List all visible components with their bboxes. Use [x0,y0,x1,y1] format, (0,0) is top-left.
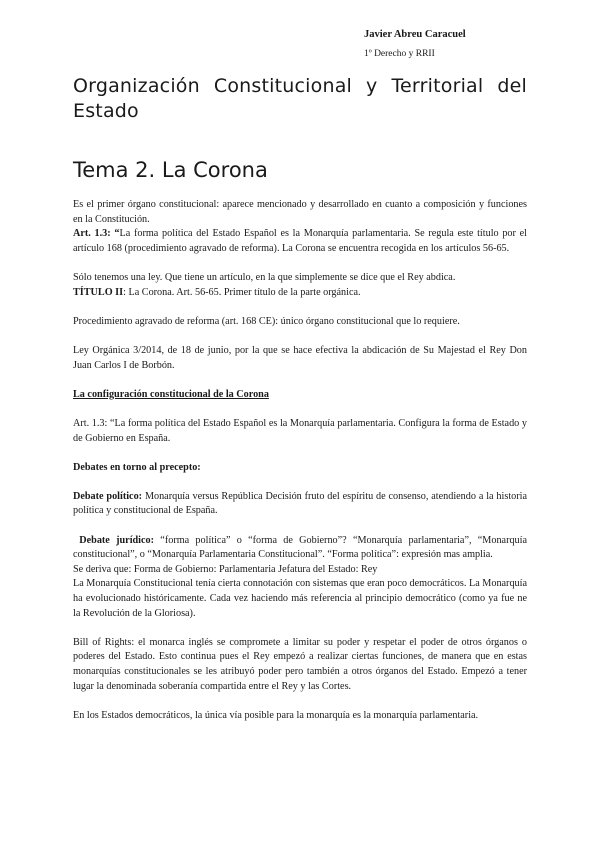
chapter-title: Tema 2. La Corona [73,158,268,182]
section-heading: La configuración constitucional de la Corona [73,388,269,400]
title-label: TÍTULO II [73,286,124,298]
paragraph: Procedimiento agravado de reforma (art. 168 CE): único órgano constitucional que lo requiere. [73,315,460,327]
paragraph: Bill of Rights: el monarca inglés se compromete a limitar su poder y respetar el poder de otros órganos o poderes del Estado. Esto continua pues el Rey empezó a realizar ciertas funciones, de manera que en estas monarquías constitucionales se les atribuyó poder pero también a otros órganos del Estado. Empezó a tener lugar la denominada soberanía compartida entre el Rey y las Cortes. [73,636,527,692]
document-title: Organización Constitucional y Territorial del Estado [73,75,527,122]
paragraph: TÍTULO II: La Corona. Art. 56-65. Primer título de la parte orgánica. [73,286,361,298]
debate-label: Debate político: [73,490,143,502]
debate-label: Debate jurídico: [79,534,155,546]
paragraph: Se deriva que: Forma de Gobierno: Parlamentaria Jefatura del Estado: Rey [73,563,378,575]
paragraph: Ley Orgánica 3/2014, de 18 de junio, por la que se hace efectiva la abdicación de Su Majestad el Rey Don Juan Carlos I de Borbón. [73,344,527,371]
course-label: 1º Derecho y RRII [364,49,435,59]
paragraph: En los Estados democráticos, la única vía posible para la monarquía es la monarquía parlamentaria. [73,709,479,721]
paragraph: Es el primer órgano constitucional: aparece mencionado y desarrollado en cuanto a composición y funciones en la Constitución. [73,199,527,225]
paragraph: Art. 1.3: “La forma política del Estado Español es la Monarquía parlamentaria. Configura la forma de Estado y de Gobierno en España. [73,417,527,444]
document-body [73,198,527,723]
paragraph: Sólo tenemos una ley. Que tiene un artículo, en la que simplemente se dice que el Rey abdica. [73,271,456,283]
paragraph: Debate jurídico: “forma política” o “forma de Gobierno”? “Monarquía parlamentaria”, “Monarquía constitucional”, o “Monarquía Parlamentaria Constitucional”. “Forma política”: expresión mas amplia. [73,534,528,561]
author-name: Javier Abreu Caracuel [364,29,466,40]
paragraph: Debate político: Monarquía versus República Decisión fruto del espíritu de consenso, atendiendo a la historia política y constitucional de España. [73,490,527,517]
subsection-heading: Debates en torno al precepto: [73,461,201,473]
article-label: Art. 1.3: “ [73,228,120,240]
paragraph: La Monarquía Constitucional tenía cierta connotación con sistemas que eran poco democráticos. La Monarquía ha evolucionado históricamente. Cada vez haciendo más referencia al principio democrático (como ya fue ne la Revolución de la Gloriosa). [73,578,527,619]
paragraph: Art. 1.3: “La forma política del Estado Español es la Monarquía parlamentaria. Se regula este título por el artículo 168 (procedimiento agravado de reforma). La Corona se encuentra recogida en los artículos 56-65. [73,228,527,254]
